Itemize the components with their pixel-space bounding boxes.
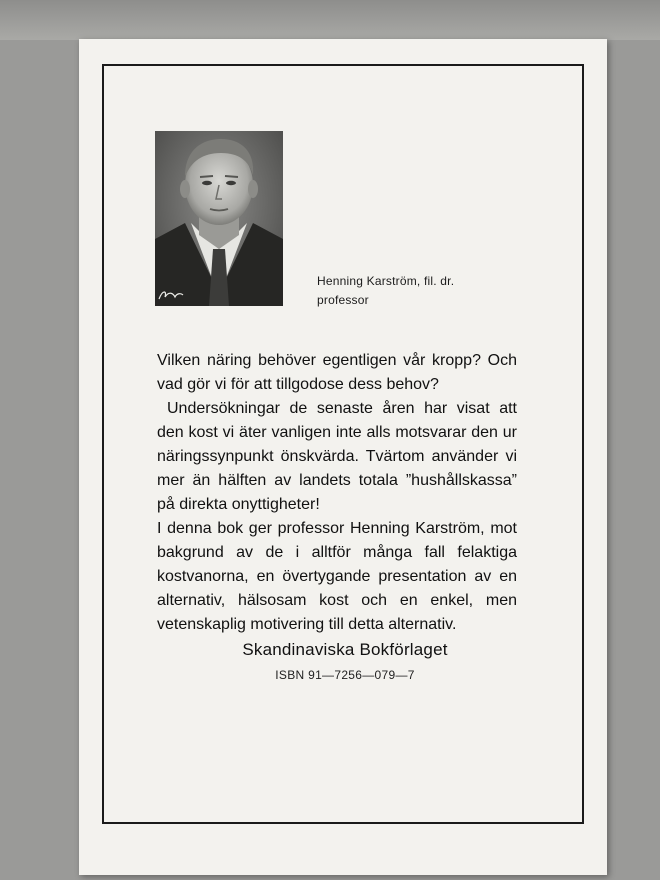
author-name: Henning Karström, fil. dr.: [317, 274, 455, 288]
blurb-paragraph: Vilken näring behöver egentligen vår kropp? Och vad gör vi för att tillgodose dess behov?: [157, 352, 517, 393]
author-portrait-photo: [155, 131, 283, 306]
blurb-paragraph: I denna bok ger professor Henning Karström, mot bakgrund av de i alltför många fall felaktiga kostvanorna, en övertygande presentation av en alternativ, hälsosam kost och en enkel, men vetenskaplig motivering till detta alternativ.: [157, 520, 517, 633]
background: [0, 0, 660, 40]
publisher-name: Skandinaviska Bokförlaget: [242, 640, 448, 659]
cover-border-frame: [102, 64, 584, 824]
isbn-number: ISBN 91—7256—079—7: [275, 668, 415, 682]
author-title: professor: [317, 293, 369, 307]
blurb-text: [157, 349, 517, 637]
book-back-cover: [79, 39, 607, 875]
blurb-paragraph: Undersökningar de senaste åren har visat att den kost vi äter vanligen inte alls motsvarar den ur näringssynpunkt önskvärda. Tvärtom använder vi mer än hälften av landets totala ”hushållskassa” på direkta onyttigheter!: [157, 400, 517, 513]
author-caption: [317, 272, 454, 310]
